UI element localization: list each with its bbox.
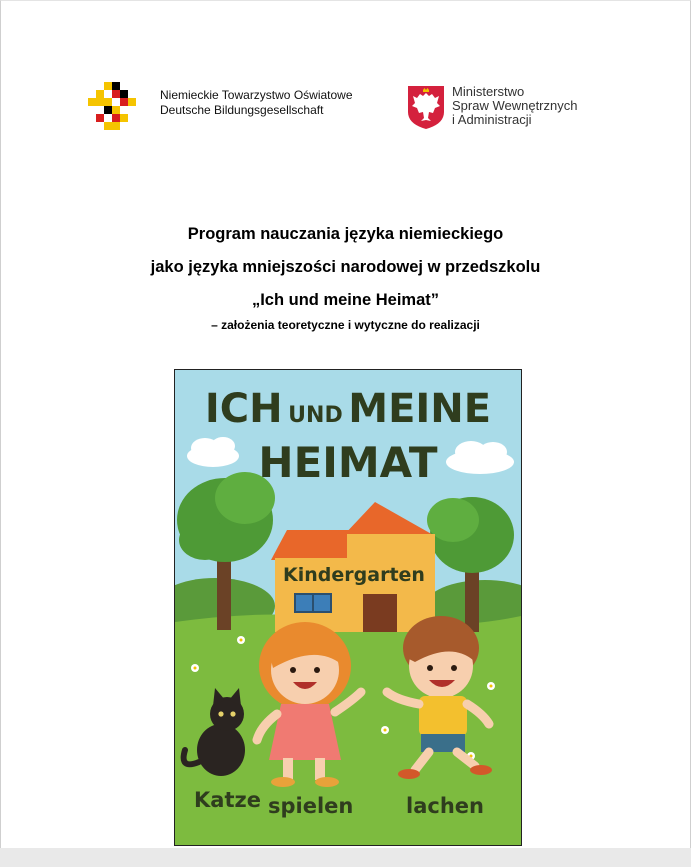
cover-title [174, 386, 522, 486]
cover-word-lachen: lachen [406, 794, 484, 818]
document-subtitle: – założenia teoretyczne i wytyczne do realizacji [211, 318, 480, 332]
cover-word-spielen: spielen [268, 794, 354, 818]
ministry-line-1: Ministerstwo [452, 84, 525, 99]
cover-title-heimat: HEIMAT [258, 438, 438, 487]
ministry-name [452, 85, 577, 127]
document-title [0, 218, 691, 317]
cover-title-meine: MEINE [348, 386, 492, 432]
nto-logo-icon [88, 82, 136, 130]
ministry-line-3: i Administracji [452, 112, 532, 127]
building-sign: Kindergarten [283, 564, 425, 586]
cover-title-ich: ICH [204, 386, 283, 432]
organization-name [160, 88, 353, 118]
title-line-1: Program nauczania języka niemieckiego [187, 225, 504, 243]
white-eagle-emblem-icon [406, 84, 446, 130]
organization-name-de: Deutsche Bildungsgesellschaft [160, 103, 324, 117]
ministry-line-2: Spraw Wewnętrznych [452, 98, 578, 113]
page-bottom-edge [0, 848, 691, 867]
cover-title-und: UND [288, 403, 343, 428]
title-line-2: jako języka mniejszości narodowej w przedszkolu [150, 258, 541, 276]
organization-name-pl: Niemieckie Towarzystwo Oświatowe [160, 88, 353, 102]
cover-word-katze: Katze [194, 788, 261, 812]
title-line-3: „Ich und meine Heimat” [251, 291, 440, 309]
